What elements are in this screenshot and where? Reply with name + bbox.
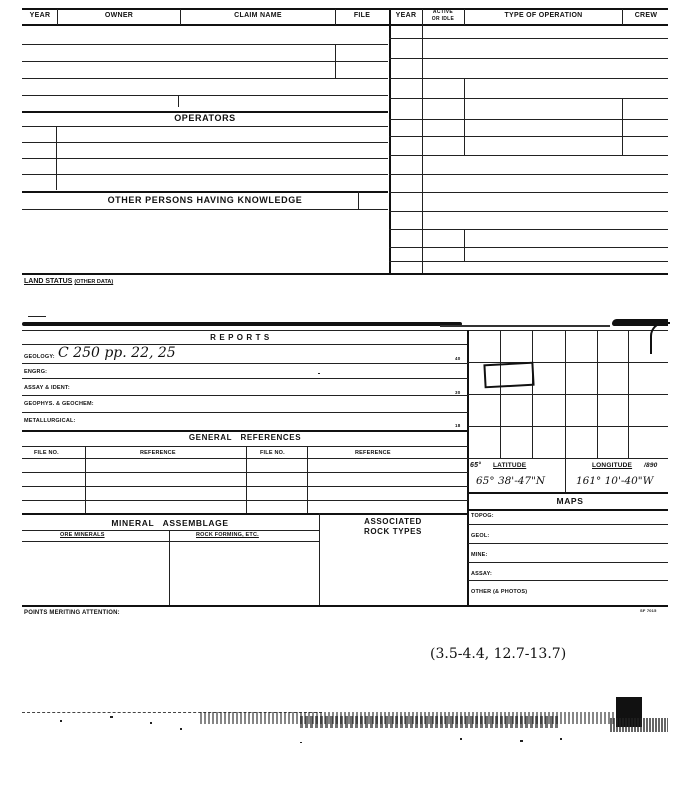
associated-rock-types-line2: ROCK TYPES: [363, 527, 422, 536]
operators-heading: OPERATORS: [174, 113, 236, 123]
genref-col-reference-1: REFERENCE: [140, 450, 176, 456]
geology-code: 40: [455, 356, 461, 361]
geophys-label: GEOPHYS. & GEOCHEM:: [24, 401, 94, 407]
col-year2-header: YEAR: [395, 12, 417, 19]
geology-handwritten: C 250 pp. 22, 25: [58, 345, 176, 361]
land-status-main: LAND STATUS: [24, 278, 73, 285]
reports-heading: R E P O R T S: [210, 333, 270, 342]
points-meriting-attention-label: POINTS MERITING ATTENTION:: [24, 610, 120, 616]
claim-location-marker: [483, 362, 534, 389]
maps-mine-label: MINE:: [471, 552, 488, 558]
genref-col-file-no-2: FILE NO.: [260, 450, 285, 456]
genref-col-reference-2: REFERENCE: [355, 450, 391, 456]
assay-ident-label: ASSAY & IDENT:: [24, 385, 70, 391]
latitude-value: 65° 38'-47"N: [476, 475, 546, 487]
maps-assay-label: ASSAY:: [471, 571, 493, 577]
longitude-value: 161° 10'-40"W: [576, 475, 654, 487]
latitude-prefix: 65°: [470, 462, 482, 469]
col-type-of-operation-header: TYPE OF OPERATION: [504, 12, 583, 19]
geology-label: GEOLOGY:: [24, 354, 55, 360]
latitude-label: LATITUDE: [493, 462, 527, 469]
general-references-heading: GENERAL REFERENCES: [188, 433, 302, 442]
metallurgical-code: 18: [455, 423, 461, 428]
col-active-header-2: OR IDLE: [431, 16, 455, 22]
col-active-header-1: ACTIVE: [432, 9, 454, 15]
col-year-header: YEAR: [29, 12, 51, 19]
metallurgical-label: METALLURGICAL:: [24, 418, 76, 424]
engrg-label: ENGRG:: [24, 369, 48, 375]
land-status-label: [24, 278, 113, 285]
other-persons-heading: OTHER PERSONS HAVING KNOWLEDGE: [107, 195, 303, 205]
longitude-suffix: /890: [644, 462, 658, 469]
col-file-header: FILE: [353, 12, 371, 19]
maps-heading: MAPS: [556, 496, 584, 506]
handwritten-page-note: (3.5-4.4, 12.7-13.7): [430, 646, 567, 662]
col-owner-header: OWNER: [104, 12, 134, 19]
rock-forming-header: ROCK FORMING, ETC.: [196, 532, 259, 538]
form-number: SF 7015: [640, 608, 657, 613]
ore-minerals-header: ORE MINERALS: [60, 532, 105, 538]
maps-geol-label: GEOL:: [471, 533, 490, 539]
col-crew-header: CREW: [634, 12, 658, 19]
mineral-assemblage-heading: MINERAL ASSEMBLAGE: [111, 518, 229, 528]
maps-topog-label: TOPOG:: [471, 513, 494, 519]
assay-code: 30: [455, 390, 461, 395]
maps-other-label: OTHER (& PHOTOS): [471, 589, 528, 595]
longitude-label: LONGITUDE: [592, 462, 633, 469]
land-status-sub: (OTHER DATA): [74, 279, 114, 285]
col-claim-name-header: CLAIM NAME: [234, 12, 282, 19]
associated-rock-types-line1: ASSOCIATED: [364, 517, 422, 526]
genref-col-file-no-1: FILE NO.: [34, 450, 59, 456]
